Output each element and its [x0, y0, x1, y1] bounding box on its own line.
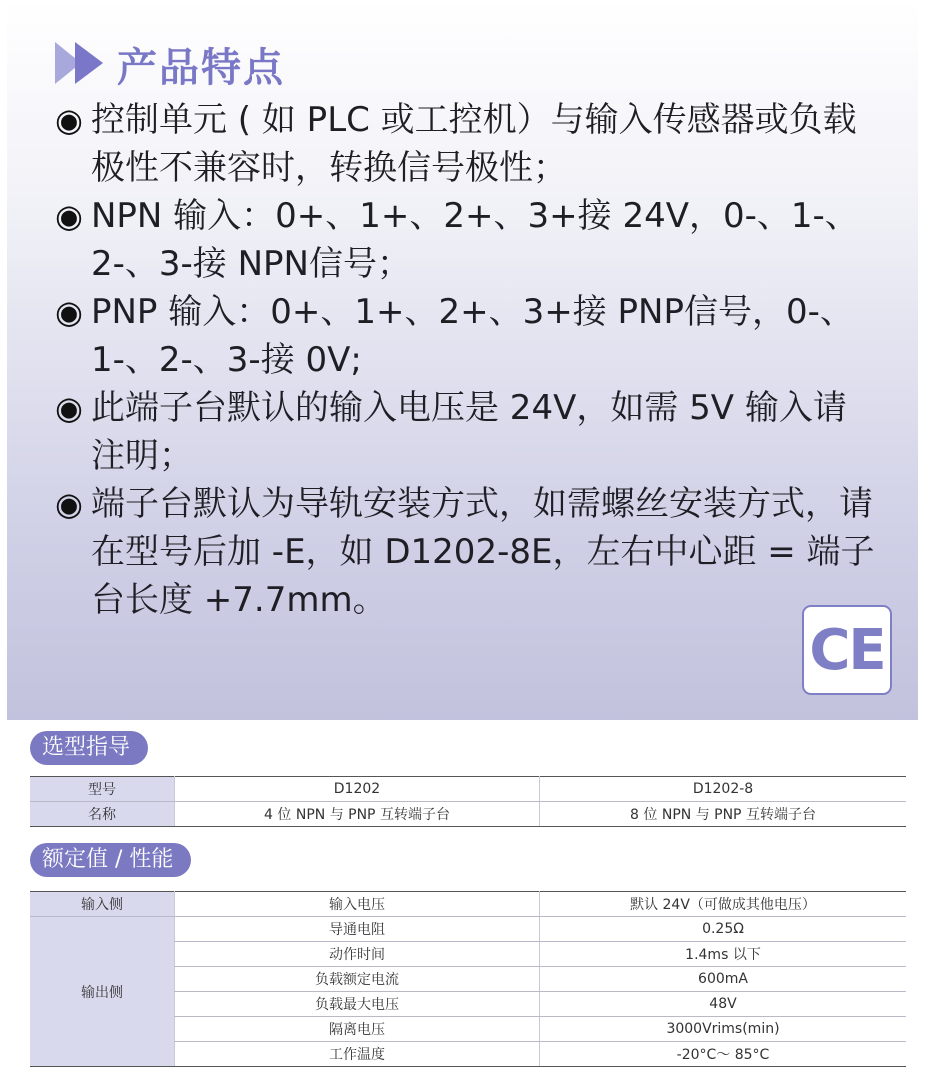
cell-model-2: D1202-8 [540, 777, 907, 802]
param-value: 默认 24V（可做成其他电压） [540, 892, 907, 917]
row-label: 型号 [30, 777, 175, 802]
param-value: -20°C～ 85°C [540, 1042, 907, 1067]
feature-item [55, 192, 875, 288]
param-value: 3000Vrims(min) [540, 1017, 907, 1042]
feature-item [55, 288, 875, 384]
bullet-icon: ◉ [55, 101, 83, 139]
param-name: 隔离电压 [175, 1017, 540, 1042]
features-title: 产品特点 [117, 44, 285, 91]
ratings-heading: 额定值 / 性能 [30, 843, 191, 877]
bullet-icon: ◉ [55, 197, 83, 235]
feature-text: PNP 输入：0+、1+、2+、3+接 PNP信号，0-、1-、2-、3-接 0V; [91, 292, 854, 380]
param-value: 1.4ms 以下 [540, 942, 907, 967]
feature-text: 端子台默认为导轨安装方式，如需螺丝安装方式，请在型号后加 -E，如 D1202-8E，左右中心距 = 端子台长度 +7.7mm。 [91, 484, 875, 620]
feature-item [55, 384, 875, 480]
table-row [30, 802, 906, 827]
features-heading [55, 36, 285, 92]
param-name: 导通电阻 [175, 917, 540, 942]
param-name: 负载最大电压 [175, 992, 540, 1017]
feature-item [55, 96, 875, 192]
features-panel [7, 0, 918, 720]
row-label: 名称 [30, 802, 175, 827]
selection-table [30, 776, 906, 827]
table-row [30, 917, 906, 942]
table-row [30, 892, 906, 917]
param-name: 负载额定电流 [175, 967, 540, 992]
feature-list [55, 96, 875, 624]
param-name: 动作时间 [175, 942, 540, 967]
output-side-label: 输出侧 [30, 917, 175, 1067]
cell-name-1: 4 位 NPN 与 PNP 互转端子台 [175, 802, 540, 827]
input-side-label: 输入侧 [30, 892, 175, 917]
bullet-icon: ◉ [55, 293, 83, 331]
feature-text: NPN 输入：0+、1+、2+、3+接 24V，0-、1-、2-、3-接 NPN信号； [91, 196, 859, 284]
param-name: 工作温度 [175, 1042, 540, 1067]
cell-name-2: 8 位 NPN 与 PNP 互转端子台 [540, 802, 907, 827]
bullet-icon: ◉ [55, 485, 83, 523]
feature-item [55, 480, 875, 624]
selection-heading: 选型指导 [30, 731, 148, 765]
bullet-icon: ◉ [55, 389, 83, 427]
cell-model-1: D1202 [175, 777, 540, 802]
feature-text: 控制单元 ( 如 PLC 或工控机）与输入传感器或负载极性不兼容时，转换信号极性； [91, 100, 857, 188]
ratings-table [30, 891, 906, 1067]
double-arrow-icon [55, 40, 111, 88]
param-name: 输入电压 [175, 892, 540, 917]
table-row [30, 777, 906, 802]
param-value: 0.25Ω [540, 917, 907, 942]
param-value: 48V [540, 992, 907, 1017]
param-value: 600mA [540, 967, 907, 992]
feature-text: 此端子台默认的输入电压是 24V，如需 5V 输入请注明； [91, 388, 847, 476]
ce-mark-icon: CE [802, 605, 892, 695]
